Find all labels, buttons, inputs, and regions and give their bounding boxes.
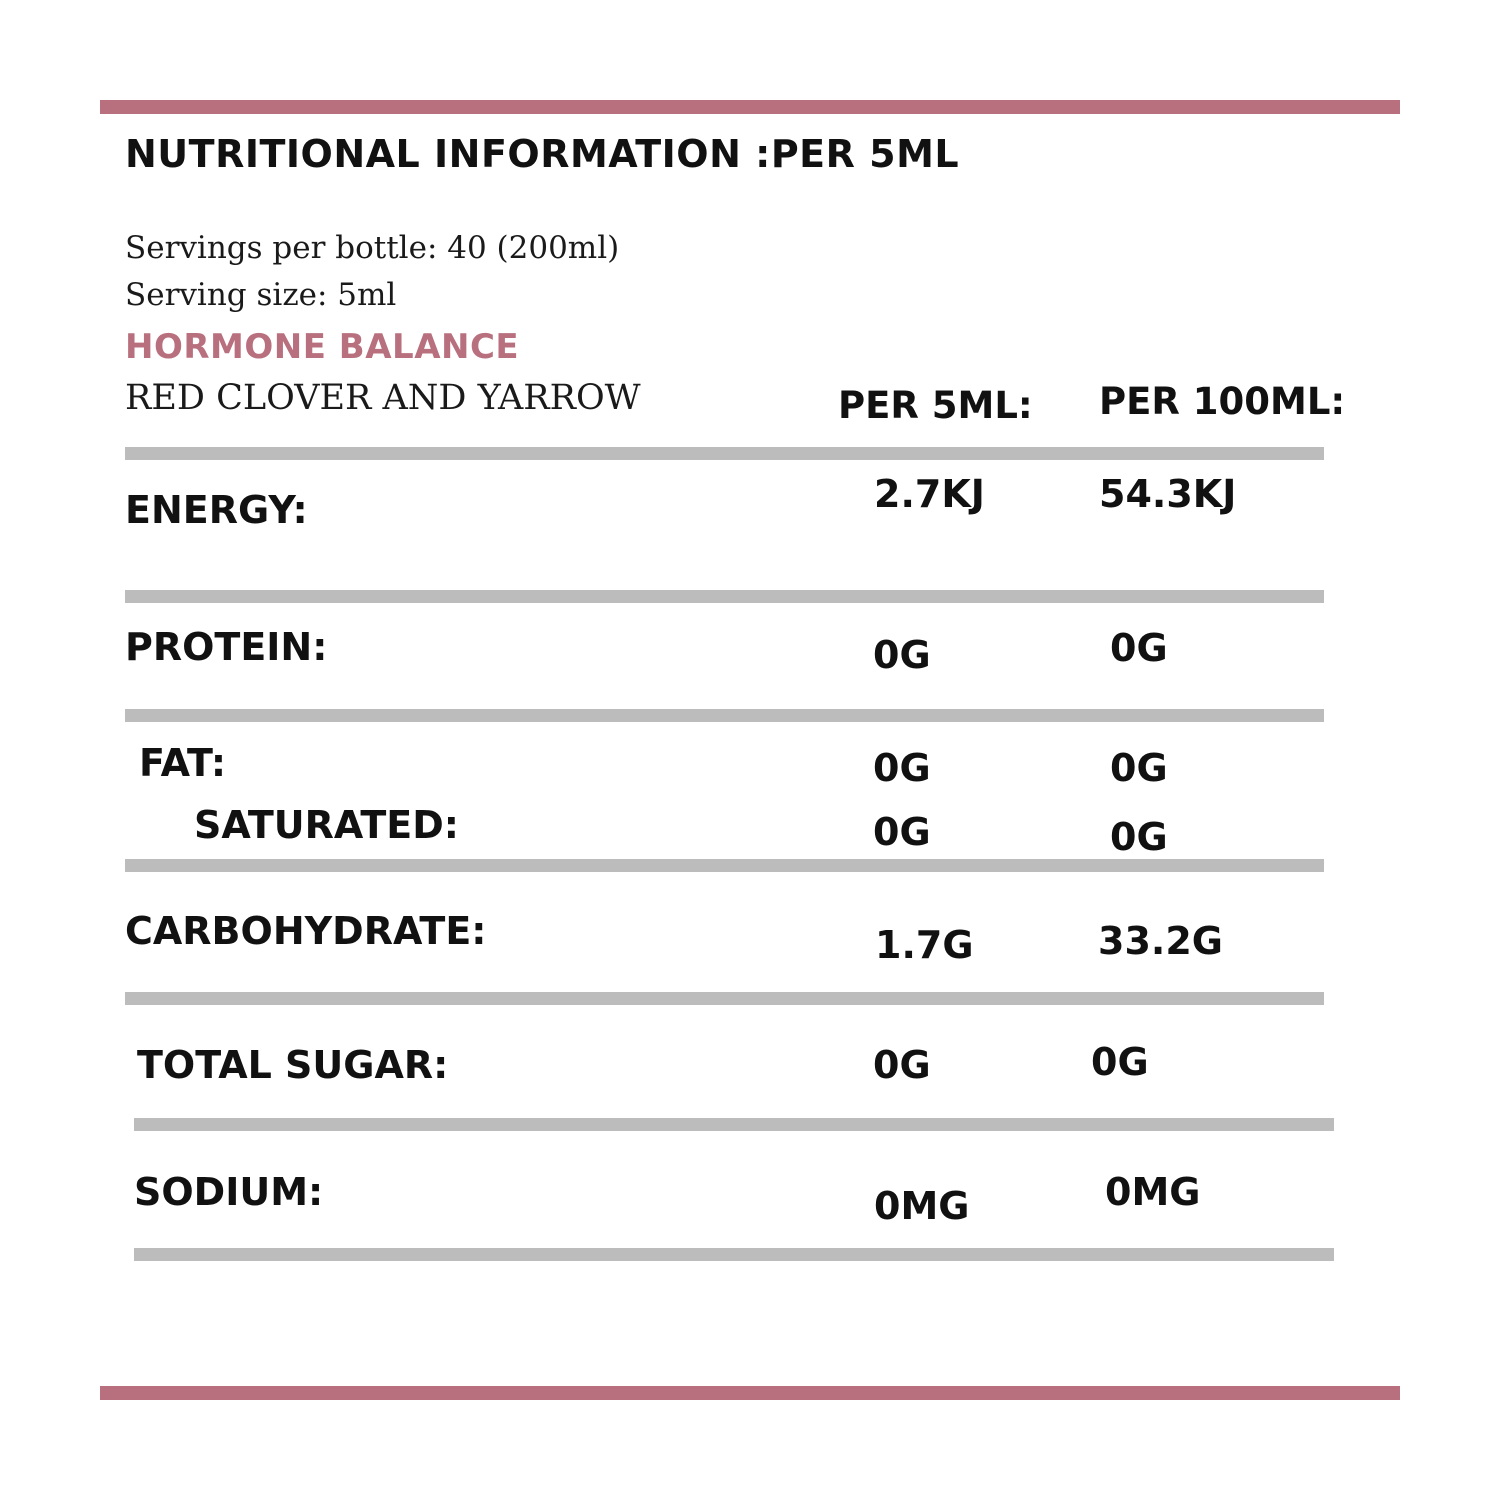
value-saturated-per100ml: 0G [1110, 815, 1168, 859]
row-label-fat: FAT: [139, 741, 227, 785]
value-total-sugar-per100ml: 0G [1091, 1040, 1149, 1084]
column-header-per-100ml: PER 100ML: [1099, 380, 1346, 423]
table-divider [125, 709, 1324, 722]
table-divider [125, 992, 1324, 1005]
table-divider [125, 447, 1324, 460]
top-accent-rule [100, 100, 1400, 114]
row-label-total-sugar: TOTAL SUGAR: [137, 1043, 449, 1087]
value-fat-per100ml: 0G [1110, 746, 1168, 790]
table-divider [134, 1118, 1334, 1131]
row-label-protein: PROTEIN: [125, 625, 328, 669]
row-label-energy: ENERGY: [125, 488, 308, 532]
value-total-sugar-per5ml: 0G [873, 1043, 931, 1087]
table-divider [134, 1248, 1334, 1261]
row-label-sodium: SODIUM: [134, 1170, 324, 1214]
servings-per-bottle: Servings per bottle: 40 (200ml) [125, 230, 620, 266]
table-divider [125, 590, 1324, 603]
row-label-carbohydrate: CARBOHYDRATE: [125, 909, 487, 953]
value-energy-per5ml: 2.7KJ [874, 472, 985, 516]
value-carbohydrate-per100ml: 33.2G [1098, 919, 1223, 963]
bottom-accent-rule [100, 1386, 1400, 1400]
serving-size: Serving size: 5ml [125, 277, 397, 313]
product-name: RED CLOVER AND YARROW [125, 378, 641, 418]
column-header-per-5ml: PER 5ML: [838, 384, 1033, 427]
value-saturated-per5ml: 0G [873, 810, 931, 854]
value-sodium-per100ml: 0MG [1105, 1170, 1201, 1214]
row-label-saturated: SATURATED: [194, 803, 459, 847]
product-category: HORMONE BALANCE [125, 327, 520, 367]
page-title: NUTRITIONAL INFORMATION :PER 5ML [125, 132, 960, 176]
value-protein-per100ml: 0G [1110, 626, 1168, 670]
value-carbohydrate-per5ml: 1.7G [875, 923, 974, 967]
value-sodium-per5ml: 0MG [874, 1184, 970, 1228]
table-divider [125, 859, 1324, 872]
value-fat-per5ml: 0G [873, 746, 931, 790]
value-protein-per5ml: 0G [873, 633, 931, 677]
value-energy-per100ml: 54.3KJ [1099, 472, 1237, 516]
